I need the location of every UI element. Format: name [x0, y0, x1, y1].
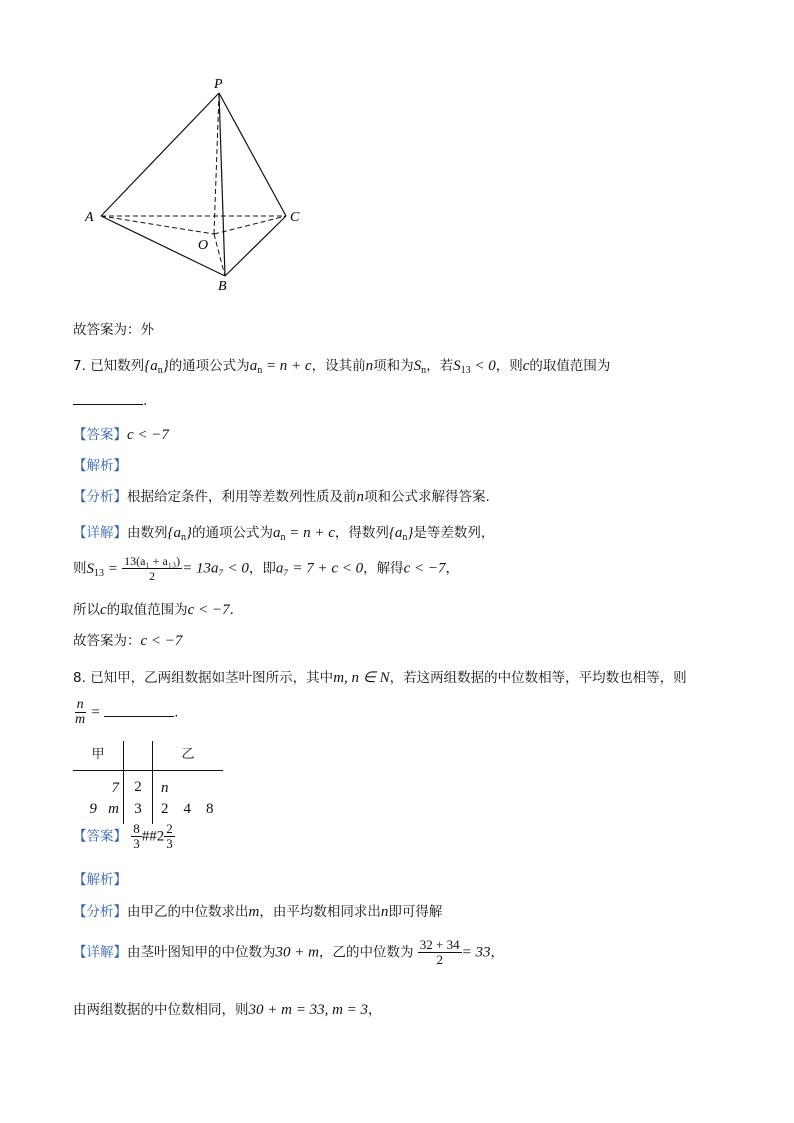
- label-B: B: [218, 279, 227, 294]
- stem-leaf-table: [73, 741, 223, 824]
- segment-OC: [214, 216, 286, 234]
- q8-fenxi: 【分析】由甲乙的中位数求出m，由平均数相同求出n即可得解: [73, 904, 443, 920]
- prev-conclusion: 故答案为：外: [73, 322, 154, 338]
- label-A: A: [85, 210, 94, 225]
- label-P: P: [214, 77, 223, 92]
- q7-statement: 7. 已知数列$\{a_n\}$的通项公式为$a_n = n + c$，设其前n项和为$S_n$，若$S_{13} < 0$，则c的取值范围为: [73, 358, 611, 376]
- q7-blank: .: [73, 392, 147, 409]
- q8-detail: 【详解】由茎叶图知甲的中位数为30 + m，乙的中位数为 $\frac{32 + 34}{2}$ = 33，: [73, 937, 504, 967]
- edge-PA: [101, 93, 219, 216]
- pyramid-figure: [80, 74, 320, 299]
- q7-analysis-tag: 【解析】: [73, 458, 127, 474]
- q8-analysis-tag: 【解析】: [73, 872, 127, 888]
- q7-fenxi: 【分析】根据给定条件，利用等差数列性质及前n项和公式求解得答案.: [73, 489, 490, 505]
- label-C: C: [290, 210, 300, 225]
- q8-blank-line: $\frac{n}{m}$ = .: [75, 697, 179, 727]
- table-header: 甲 乙: [73, 741, 223, 771]
- segment-AO: [101, 216, 214, 234]
- q7-conclusion: 故答案为：c < −7: [73, 633, 183, 649]
- edge-PB: [219, 93, 225, 276]
- q8-last-line: 由两组数据的中位数相同，则30 + m = 33, m = 3，: [73, 1002, 382, 1018]
- edge-BC: [225, 216, 286, 276]
- label-O: O: [198, 238, 209, 253]
- height-PO: [214, 93, 219, 234]
- edge-PC: [219, 93, 286, 216]
- table-row: 9 m 3 2 4 8: [73, 797, 223, 824]
- q8-statement: 8. 已知甲，乙两组数据如茎叶图所示，其中m, n ∈ N，若这两组数据的中位数相等，平均数也相等，则: [73, 670, 687, 686]
- q7-detail: 【详解】由数列$\{a_n\}$的通项公式为$a_n = n + c$，得数列$\{a_n\}$是等差数列，: [73, 525, 495, 543]
- q7-line3: 所以c的取值范围为c < −7.: [73, 602, 234, 618]
- q7-line2: 则$S_{13}$ = $\frac{\text{13(a₁ + a₁₃)}}{2}$ = 13a₇ < 0，即a₇ = 7 + c < 0，解得c < −7，: [73, 554, 460, 583]
- q8-answer: 【答案】 $\frac{8}{3}$ ##2 $\frac{2}{3}$: [73, 821, 173, 851]
- q7-answer: 【答案】c < −7: [73, 427, 169, 443]
- table-row: 7 2 n: [73, 771, 223, 798]
